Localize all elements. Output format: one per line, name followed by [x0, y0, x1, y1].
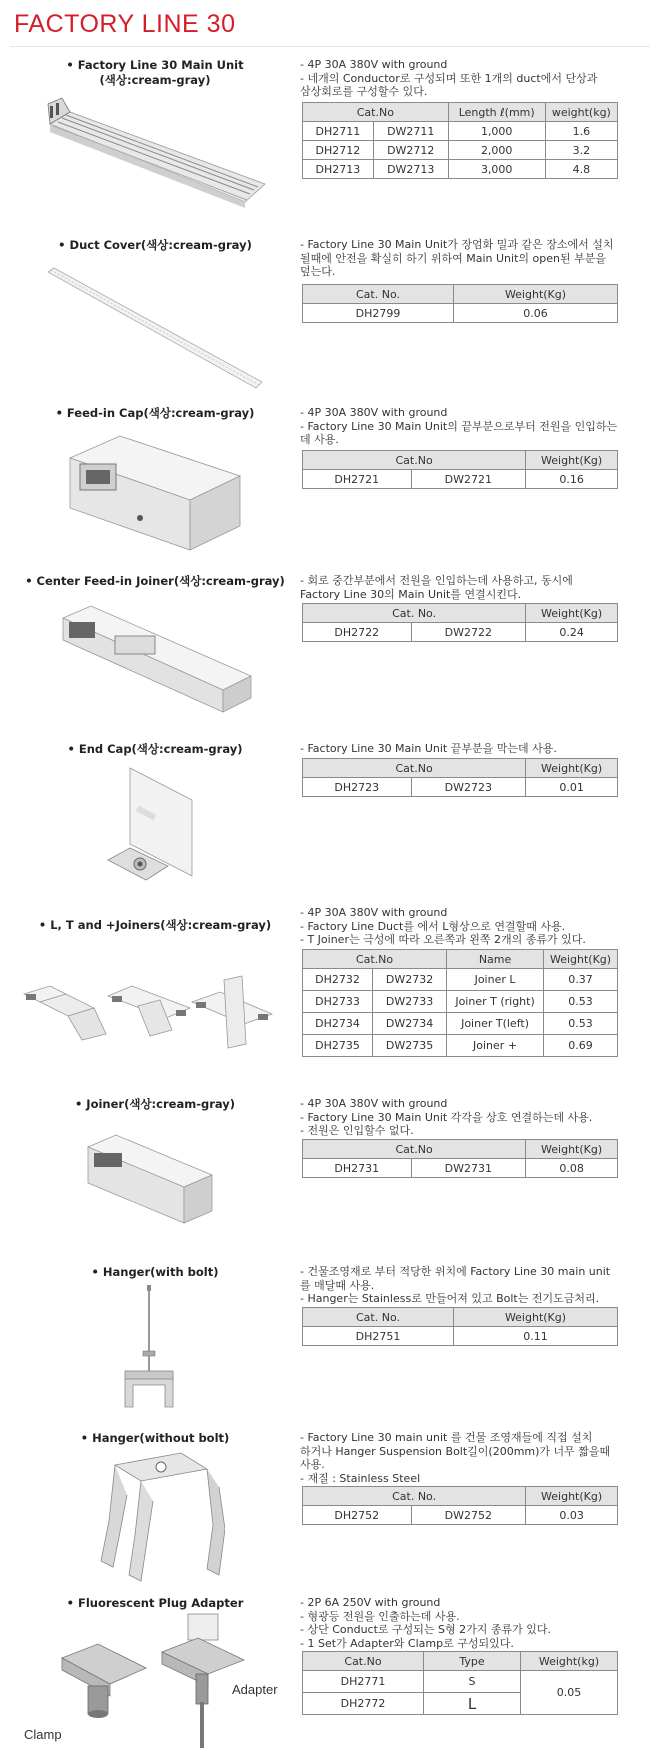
table-row: [303, 1671, 618, 1693]
duct-cover-image: [40, 266, 270, 391]
cell: DW2734: [373, 1013, 447, 1035]
section-center-feed-in-joiner: [0, 572, 660, 732]
table-header-row: [303, 285, 618, 304]
product-title: • Fluorescent Plug Adapter: [66, 1596, 244, 1610]
product-title: • Center Feed-in Joiner(색상:cream-gray): [25, 574, 285, 588]
cell: 4.8: [545, 160, 617, 179]
product-description: [300, 1097, 640, 1138]
table-row: [303, 1506, 618, 1525]
desc-line: - Factory Line Duct를 에서 L형상으로 연결할때 사용.: [300, 919, 566, 933]
table-row: [303, 1327, 618, 1346]
desc-line: - T Joiner는 극성에 따라 오른쪽과 왼쪽 2개의 종류가 있다.: [300, 933, 586, 946]
table-header-row: [303, 1308, 618, 1327]
desc-line: - 1 Set가 Adapter와 Clamp로 구성되있다.: [300, 1636, 514, 1650]
cell: 1.6: [545, 122, 617, 141]
cell: DW2721: [411, 470, 526, 489]
joiner-image: [80, 1127, 220, 1232]
cell: DH2772: [303, 1693, 424, 1715]
table-header-row: [303, 1652, 618, 1671]
desc-line: - 건물조영재로 부터 적당한 위치에 Factory Line 30 main unit: [300, 1265, 611, 1278]
col-cat-no: Cat.No: [303, 1652, 424, 1671]
desc-line: 를 매달때 사용.: [300, 1278, 375, 1292]
cell: DH2731: [303, 1159, 412, 1178]
cell: 0.16: [526, 470, 618, 489]
product-title: • End Cap(색상:cream-gray): [67, 742, 243, 756]
cell: 0.06: [454, 304, 618, 323]
title-divider: [10, 46, 650, 47]
desc-line: - 상단 Conduct로 구성되는 S형 2가지 종류가 있다.: [300, 1623, 552, 1636]
product-title: • Duct Cover(색상:cream-gray): [58, 238, 252, 252]
col-name: Name: [447, 950, 544, 969]
product-title: • Joiner(색상:cream-gray): [74, 1097, 236, 1111]
cell: 0.11: [454, 1327, 618, 1346]
desc-line: - 4P 30A 380V with ground: [300, 906, 448, 919]
table-header-row: [303, 103, 618, 122]
adapter-label: Adapter: [232, 1682, 278, 1697]
table-row: [303, 991, 618, 1013]
product-description: [300, 906, 640, 947]
table-row: [303, 304, 618, 323]
col-weight: Weight(Kg): [526, 759, 618, 778]
table-row: [303, 1035, 618, 1057]
table-header-row: [303, 759, 618, 778]
section-main-unit: [0, 56, 660, 216]
cell: Joiner L: [447, 969, 544, 991]
desc-line: 덮는다.: [300, 265, 336, 278]
cell: DH2799: [303, 304, 454, 323]
desc-line: - Factory Line 30 Main Unit의 끝부분으로부터 전원을 인입하는: [300, 419, 618, 433]
cell: DW2731: [411, 1159, 526, 1178]
product-color: (색상:cream-gray): [99, 73, 211, 87]
section-l-t-plus-joiners: [0, 906, 660, 1096]
table-row: [303, 1013, 618, 1035]
desc-line: - 회로 중간부분에서 전원을 인입하는데 사용하고, 동시에: [300, 574, 573, 587]
feed-in-cap-image: [60, 428, 250, 558]
product-title: • Feed-in Cap(색상:cream-gray): [55, 406, 255, 420]
col-weight: Weight(Kg): [526, 1140, 618, 1159]
desc-line: - 전원은 인입할수 없다.: [300, 1124, 414, 1137]
col-cat-no: Cat. No.: [303, 1308, 454, 1327]
cell: S: [424, 1671, 521, 1693]
spec-table: [302, 1651, 618, 1715]
section-fluorescent-plug-adapter: [0, 1594, 660, 1754]
table-row: [303, 470, 618, 489]
cell: 0.24: [526, 623, 618, 642]
cell: 0.01: [526, 778, 618, 797]
hanger-with-bolt-image: [115, 1285, 185, 1415]
main-unit-image: [40, 84, 270, 209]
cell: 0.53: [544, 1013, 618, 1035]
product-title: • Hanger(without bolt): [80, 1431, 230, 1445]
cell: DW2723: [411, 778, 526, 797]
cell: DH2732: [303, 969, 373, 991]
cell: DW2712: [373, 141, 448, 160]
cell: 2,000: [448, 141, 545, 160]
center-feed-in-joiner-image: [55, 594, 255, 719]
desc-line: - 네개의 Conductor로 구성되며 또한 1개의 duct에서 단상과: [300, 71, 598, 85]
table-row: [303, 969, 618, 991]
col-weight: Weight(Kg): [526, 451, 618, 470]
cell: DH2751: [303, 1327, 454, 1346]
product-description: [300, 238, 640, 279]
table-header-row: [303, 1487, 618, 1506]
product-description: [300, 1431, 640, 1485]
cell: DW2711: [373, 122, 448, 141]
col-weight: Weight(kg): [521, 1652, 618, 1671]
hanger-without-bolt-image: [95, 1451, 225, 1586]
col-cat-no: Cat. No.: [303, 604, 526, 623]
table-row: [303, 778, 618, 797]
desc-line: - 재질 : Stainless Steel: [300, 1471, 421, 1485]
cell: DH2711: [303, 122, 374, 141]
product-name: • Factory Line 30 Main Unit: [66, 58, 244, 72]
section-hanger-with-bolt: [0, 1263, 660, 1423]
desc-line: 하거나 Hanger Suspension Bolt길이(200mm)가 너무 짧을때: [300, 1444, 611, 1458]
product-description: [300, 406, 640, 447]
col-weight: Weight(Kg): [454, 1308, 618, 1327]
spec-table: [302, 1139, 618, 1178]
col-cat-no: Cat.No: [303, 451, 526, 470]
cell: DH2771: [303, 1671, 424, 1693]
desc-line: Factory Line 30의 Main Unit를 연결시킨다.: [300, 587, 522, 601]
col-weight: Weight(Kg): [454, 285, 618, 304]
spec-table: [302, 1307, 618, 1346]
cell: DW2732: [373, 969, 447, 991]
cell: 3.2: [545, 141, 617, 160]
cell: 3,000: [448, 160, 545, 179]
cell: DW2722: [411, 623, 526, 642]
section-feed-in-cap: [0, 404, 660, 564]
cell: DH2722: [303, 623, 412, 642]
desc-line: - Factory Line 30 Main Unit가 장엄화 밀과 같은 장소에서 설치: [300, 238, 614, 251]
product-description: [300, 1596, 640, 1650]
section-end-cap: [0, 740, 660, 900]
product-title: • L, T and +Joiners(색상:cream-gray): [38, 918, 272, 932]
desc-line: - Factory Line 30 Main Unit 각각을 상호 연결하는데 사용.: [300, 1110, 593, 1124]
joiners-image: [20, 974, 280, 1054]
cell: 0.37: [544, 969, 618, 991]
section-joiner: [0, 1095, 660, 1255]
col-cat-no: Cat.No: [303, 1140, 526, 1159]
cell: Joiner T (right): [447, 991, 544, 1013]
table-row: [303, 1159, 618, 1178]
table-header-row: [303, 1140, 618, 1159]
cell: 0.03: [526, 1506, 618, 1525]
table-header-row: [303, 950, 618, 969]
cell: DH2752: [303, 1506, 412, 1525]
desc-line: - 형광등 전원을 인출하는데 사용.: [300, 1609, 460, 1623]
table-row: [303, 122, 618, 141]
cell: DW2733: [373, 991, 447, 1013]
spec-table: [302, 102, 618, 179]
col-type: Type: [424, 1652, 521, 1671]
col-cat-no: Cat.No: [303, 950, 447, 969]
cell: DW2752: [411, 1506, 526, 1525]
cell: DW2735: [373, 1035, 447, 1057]
cell: DH2735: [303, 1035, 373, 1057]
spec-table: [302, 758, 618, 797]
cell: DH2723: [303, 778, 412, 797]
clamp-image: [58, 1634, 148, 1724]
cell: 0.69: [544, 1035, 618, 1057]
end-cap-image: [100, 764, 210, 899]
desc-line: 데 사용.: [300, 433, 339, 446]
cell: DH2733: [303, 991, 373, 1013]
table-row: [303, 160, 618, 179]
page-title: FACTORY LINE 30: [14, 10, 236, 38]
cell: DW2713: [373, 160, 448, 179]
desc-line: - 2P 6A 250V with ground: [300, 1596, 441, 1609]
cell: L: [424, 1693, 521, 1715]
cell: DH2712: [303, 141, 374, 160]
col-cat-no: Cat.No: [303, 759, 526, 778]
clamp-label: Clamp: [24, 1727, 62, 1742]
desc-line: - 4P 30A 380V with ground: [300, 406, 448, 419]
desc-line: 될때에 안전을 확실히 하기 위하여 Main Unit의 open된 부분을: [300, 251, 606, 265]
table-header-row: [303, 604, 618, 623]
col-cat-no: Cat. No.: [303, 1487, 526, 1506]
section-duct-cover: [0, 236, 660, 396]
spec-table: [302, 949, 618, 1057]
cell: Joiner T(left): [447, 1013, 544, 1035]
cell: 1,000: [448, 122, 545, 141]
spec-table: [302, 1486, 618, 1525]
table-row: [303, 623, 618, 642]
cell: DH2734: [303, 1013, 373, 1035]
col-weight: Weight(Kg): [526, 1487, 618, 1506]
cell: DH2721: [303, 470, 412, 489]
cell: Joiner +: [447, 1035, 544, 1057]
col-weight: weight(kg): [545, 103, 617, 122]
desc-line: - Factory Line 30 Main Unit 끝부분을 막는데 사용.: [300, 742, 557, 755]
cell: 0.08: [526, 1159, 618, 1178]
desc-line: 사용.: [300, 1458, 325, 1471]
spec-table: [302, 450, 618, 489]
desc-line: 삼상회로를 구성할수 있다.: [300, 85, 428, 98]
spec-table: [302, 603, 618, 642]
section-hanger-without-bolt: [0, 1429, 660, 1589]
desc-line: - 4P 30A 380V with ground: [300, 1097, 448, 1110]
col-weight: Weight(Kg): [544, 950, 618, 969]
desc-line: - 4P 30A 380V with ground: [300, 58, 448, 71]
cell: DH2713: [303, 160, 374, 179]
table-row: [303, 141, 618, 160]
cell: 0.53: [544, 991, 618, 1013]
cell: 0.05: [521, 1671, 618, 1715]
col-length: Length ℓ(mm): [448, 103, 545, 122]
product-title: • Hanger(with bolt): [91, 1265, 219, 1279]
spec-table: [302, 284, 618, 323]
product-description: [300, 58, 640, 99]
desc-line: - Factory Line 30 main unit 를 건물 조영재들에 직접 설치: [300, 1431, 593, 1444]
product-description: [300, 742, 640, 756]
col-cat-no: Cat.No: [303, 103, 449, 122]
table-header-row: [303, 451, 618, 470]
product-description: [300, 1265, 640, 1306]
col-weight: Weight(Kg): [526, 604, 618, 623]
desc-line: - Hanger는 Stainless로 만들어져 있고 Bolt는 전기도금처리.: [300, 1292, 600, 1305]
product-description: [300, 574, 640, 601]
col-cat-no: Cat. No.: [303, 285, 454, 304]
